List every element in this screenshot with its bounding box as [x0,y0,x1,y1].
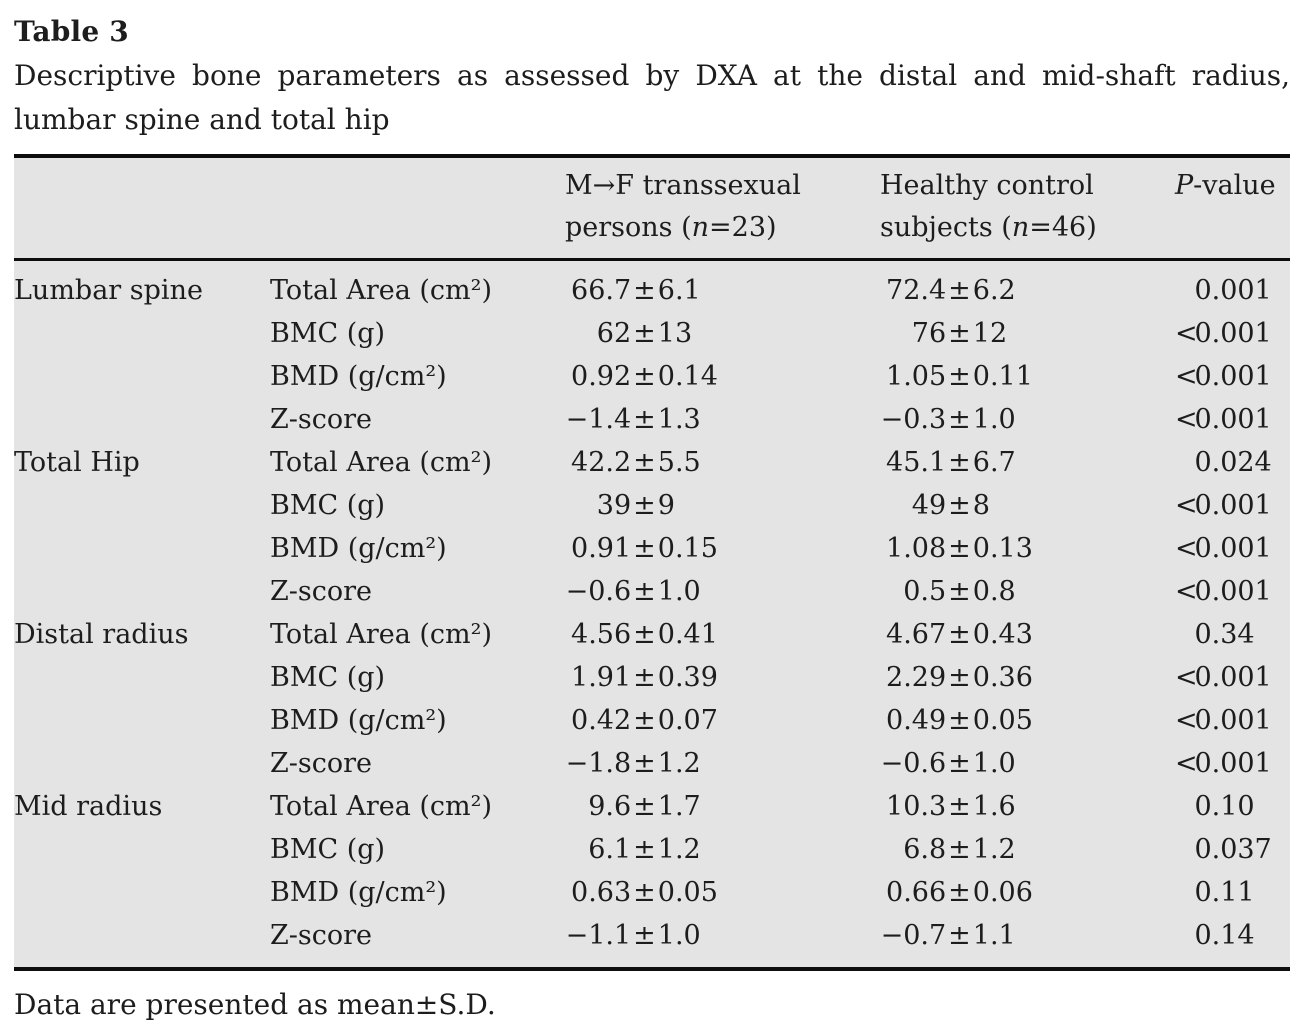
table-title: Table 3 [14,15,129,48]
plus-minus-sign: ± [633,619,656,650]
table-row [14,785,1290,828]
sd-value: 1.2 [657,748,701,779]
region-cell: Total Hip [14,447,140,478]
p-value: 0.001 [1194,361,1272,392]
region-cell [14,871,270,914]
p-value-cell [1175,613,1290,656]
region-cell [14,355,270,398]
mean-value: 2.29 [886,662,947,693]
p-value-cell [1175,484,1290,527]
mf-value-cell [565,613,880,656]
plus-minus-sign: ± [948,834,971,865]
less-than-sign: < [1175,705,1198,736]
less-than-sign: < [1175,361,1198,392]
plus-minus-sign: ± [948,275,971,306]
plus-minus-sign: ± [633,920,656,951]
hc-header-line2: subjects (n=46) [880,212,1097,243]
sd-value: 1.2 [972,834,1016,865]
plus-minus-sign: ± [633,490,656,521]
control-value-cell [880,785,1175,828]
less-than-sign: < [1175,662,1198,693]
plus-minus-sign: ± [633,834,656,865]
table-row [14,441,1290,484]
table-body [14,260,1290,970]
plus-minus-sign: ± [948,533,971,564]
plus-minus-sign: ± [633,447,656,478]
region-cell [14,312,270,355]
plus-minus-sign: ± [948,920,971,951]
mf-value-cell [565,656,880,699]
control-value-cell [880,484,1175,527]
mean-value: 0.66 [886,877,947,908]
parameter-cell: Total Area (cm²) [270,275,493,306]
mean-value: 6.1 [588,834,632,865]
p-value: 0.001 [1194,748,1272,779]
parameter-cell: BMC (g) [270,662,386,693]
control-value-cell [880,699,1175,742]
p-value-cell [1175,785,1290,828]
mf-value-cell [565,398,880,441]
table-row [14,484,1290,527]
plus-minus-sign: ± [948,791,971,822]
parameter-cell: Total Area (cm²) [270,791,493,822]
table-caption [14,54,1290,142]
control-value-cell [880,570,1175,613]
mf-value-cell [565,914,880,969]
sd-value: 0.13 [972,533,1033,564]
sd-value: 0.15 [657,533,718,564]
plus-minus-sign: ± [948,705,971,736]
sd-value: 1.1 [972,920,1016,951]
mf-value-cell [565,785,880,828]
mean-value: 4.56 [571,619,632,650]
p-value-cell [1175,260,1290,313]
parameter-cell: Z-score [270,576,373,607]
plus-minus-sign: ± [633,533,656,564]
p-value-cell [1175,871,1290,914]
control-value-cell [880,742,1175,785]
mean-value: −0.6 [880,748,947,779]
mean-value: −0.6 [565,576,632,607]
p-value: 0.001 [1194,275,1272,306]
mean-value: 42.2 [571,447,632,478]
sd-value: 1.6 [972,791,1016,822]
italic-n: n [1011,212,1030,243]
mean-value: 1.91 [571,662,632,693]
sd-value: 0.8 [972,576,1016,607]
parameter-cell: Z-score [270,404,373,435]
region-cell [14,398,270,441]
table-footnote: Data are presented as mean±S.D. [14,988,496,1021]
p-value: 0.001 [1194,490,1272,521]
sd-value: 1.0 [972,404,1016,435]
sd-value: 0.14 [657,361,718,392]
table-row [14,742,1290,785]
mf-value-cell [565,441,880,484]
mean-value: 4.67 [886,619,947,650]
mean-value: 45.1 [886,447,947,478]
sd-value: 1.3 [657,404,701,435]
mean-value: 0.42 [571,705,632,736]
table-row [14,613,1290,656]
parameter-cell: BMC (g) [270,834,386,865]
sd-value: 8 [972,490,990,521]
plus-minus-sign: ± [633,361,656,392]
control-value-cell [880,527,1175,570]
mean-value: 76 [911,318,947,349]
table-row [14,914,1290,969]
mf-value-cell [565,699,880,742]
header-row [14,156,1290,260]
plus-minus-sign: ± [948,361,971,392]
plus-minus-sign: ± [948,490,971,521]
region-cell [14,914,270,969]
p-value: 0.10 [1194,791,1255,822]
p-value: 0.001 [1194,404,1272,435]
region-cell [14,656,270,699]
region-cell: Mid radius [14,791,163,822]
mf-value-cell [565,828,880,871]
region-cell [14,699,270,742]
less-than-sign: < [1175,533,1198,564]
parameter-cell: BMD (g/cm²) [270,877,447,908]
plus-minus-sign: ± [633,877,656,908]
caption-line-1: Descriptive bone parameters as assessed by DXA at the distal and mid-shaft radius, [14,59,1290,92]
plus-minus-sign: ± [633,318,656,349]
table-row [14,355,1290,398]
mean-value: 66.7 [571,275,632,306]
sd-value: 5.5 [657,447,701,478]
mean-value: 6.8 [903,834,947,865]
mean-value: −1.1 [565,920,632,951]
plus-minus-sign: ± [633,662,656,693]
control-value-cell [880,260,1175,313]
plus-minus-sign: ± [633,576,656,607]
table-row [14,312,1290,355]
p-value: 0.001 [1194,576,1272,607]
plus-minus-sign: ± [633,748,656,779]
sd-value: 0.05 [657,877,718,908]
sd-value: 1.0 [657,920,701,951]
mean-value: 0.92 [571,361,632,392]
sd-value: 12 [972,318,1008,349]
region-cell [14,828,270,871]
mean-value: 62 [596,318,632,349]
sd-value: 0.39 [657,662,718,693]
control-value-cell [880,355,1175,398]
less-than-sign: < [1175,576,1198,607]
less-than-sign: < [1175,318,1198,349]
sd-value: 0.11 [972,361,1033,392]
mean-value: 72.4 [886,275,947,306]
p-value: 0.34 [1194,619,1255,650]
p-value-cell [1175,355,1290,398]
p-value-cell [1175,312,1290,355]
plus-minus-sign: ± [948,318,971,349]
sd-value: 1.7 [657,791,701,822]
p-value: 0.001 [1194,705,1272,736]
plus-minus-sign: ± [633,275,656,306]
mf-header-line1: M→F transsexual [565,170,801,201]
parameter-cell: BMD (g/cm²) [270,705,447,736]
sd-value: 0.36 [972,662,1033,693]
control-value-cell [880,914,1175,969]
region-cell [14,570,270,613]
mf-value-cell [565,484,880,527]
parameter-cell: BMC (g) [270,490,386,521]
p-value-cell [1175,828,1290,871]
table-row [14,656,1290,699]
column-header-pvalue: P-value [1175,156,1290,260]
bone-parameters-table [14,154,1290,971]
hc-header-line1: Healthy control [880,170,1094,201]
parameter-cell: BMD (g/cm²) [270,361,447,392]
table-row [14,260,1290,313]
mean-value: 9.6 [588,791,632,822]
control-value-cell [880,398,1175,441]
plus-minus-sign: ± [948,619,971,650]
mean-value: 0.5 [903,576,947,607]
mf-value-cell [565,871,880,914]
p-value-cell [1175,656,1290,699]
sd-value: 9 [657,490,675,521]
plus-minus-sign: ± [633,791,656,822]
p-value: 0.11 [1194,877,1255,908]
sd-value: 6.2 [972,275,1016,306]
mean-value: 49 [911,490,947,521]
table-row [14,871,1290,914]
italic-p: P [1175,170,1194,201]
mean-value: −1.4 [565,404,632,435]
parameter-cell: Total Area (cm²) [270,447,493,478]
control-value-cell [880,441,1175,484]
mf-value-cell [565,312,880,355]
less-than-sign: < [1175,490,1198,521]
mean-value: −0.3 [880,404,947,435]
p-value-cell [1175,570,1290,613]
less-than-sign: < [1175,404,1198,435]
p-value: 0.001 [1194,533,1272,564]
mean-value: 1.05 [886,361,947,392]
plus-minus-sign: ± [633,705,656,736]
region-cell: Lumbar spine [14,275,203,306]
sd-value: 1.0 [972,748,1016,779]
plus-minus-sign: ± [948,576,971,607]
sd-value: 6.7 [972,447,1016,478]
table-row [14,570,1290,613]
mean-value: 0.91 [571,533,632,564]
mean-value: 0.63 [571,877,632,908]
p-value-cell [1175,742,1290,785]
sd-value: 0.05 [972,705,1033,736]
sd-value: 0.41 [657,619,718,650]
parameter-cell: Z-score [270,748,373,779]
p-value: 0.024 [1194,447,1272,478]
plus-minus-sign: ± [948,662,971,693]
mean-value: −0.7 [880,920,947,951]
plus-minus-sign: ± [948,748,971,779]
header-region-spacer [14,156,270,260]
region-cell [14,484,270,527]
mean-value: 1.08 [886,533,947,564]
table-row [14,699,1290,742]
parameter-cell: Total Area (cm²) [270,619,493,650]
mf-value-cell [565,570,880,613]
parameter-cell: Z-score [270,920,373,951]
sd-value: 1.0 [657,576,701,607]
sd-value: 0.43 [972,619,1033,650]
plus-minus-sign: ± [948,404,971,435]
region-cell [14,527,270,570]
mean-value: 39 [596,490,632,521]
control-value-cell [880,828,1175,871]
sd-value: 0.06 [972,877,1033,908]
p-value: 0.14 [1194,920,1255,951]
region-cell [14,742,270,785]
parameter-cell: BMC (g) [270,318,386,349]
sd-value: 0.07 [657,705,718,736]
p-value-cell [1175,699,1290,742]
mf-header-line2: persons (n=23) [565,212,777,243]
mf-value-cell [565,527,880,570]
sd-value: 13 [657,318,693,349]
less-than-sign: < [1175,748,1198,779]
mean-value: 10.3 [886,791,947,822]
table-row [14,527,1290,570]
p-value: 0.001 [1194,318,1272,349]
mean-value: 0.49 [886,705,947,736]
control-value-cell [880,656,1175,699]
p-value-cell [1175,441,1290,484]
p-value-cell [1175,398,1290,441]
p-value-cell [1175,527,1290,570]
mf-value-cell [565,742,880,785]
column-header-control-group [880,156,1175,260]
mf-value-cell [565,355,880,398]
sd-value: 1.2 [657,834,701,865]
table-row [14,828,1290,871]
plus-minus-sign: ± [948,447,971,478]
control-value-cell [880,613,1175,656]
region-cell: Distal radius [14,619,189,650]
column-header-mf-group [565,156,880,260]
parameter-cell: BMD (g/cm²) [270,533,447,564]
header-param-spacer [270,156,565,260]
mf-value-cell [565,260,880,313]
table-row [14,398,1290,441]
sd-value: 6.1 [657,275,701,306]
mean-value: −1.8 [565,748,632,779]
p-value: 0.037 [1194,834,1272,865]
caption-line-2: lumbar spine and total hip [14,103,390,136]
p-value-cell [1175,914,1290,969]
control-value-cell [880,312,1175,355]
p-value: 0.001 [1194,662,1272,693]
control-value-cell [880,871,1175,914]
italic-n: n [691,212,710,243]
plus-minus-sign: ± [633,404,656,435]
plus-minus-sign: ± [948,877,971,908]
